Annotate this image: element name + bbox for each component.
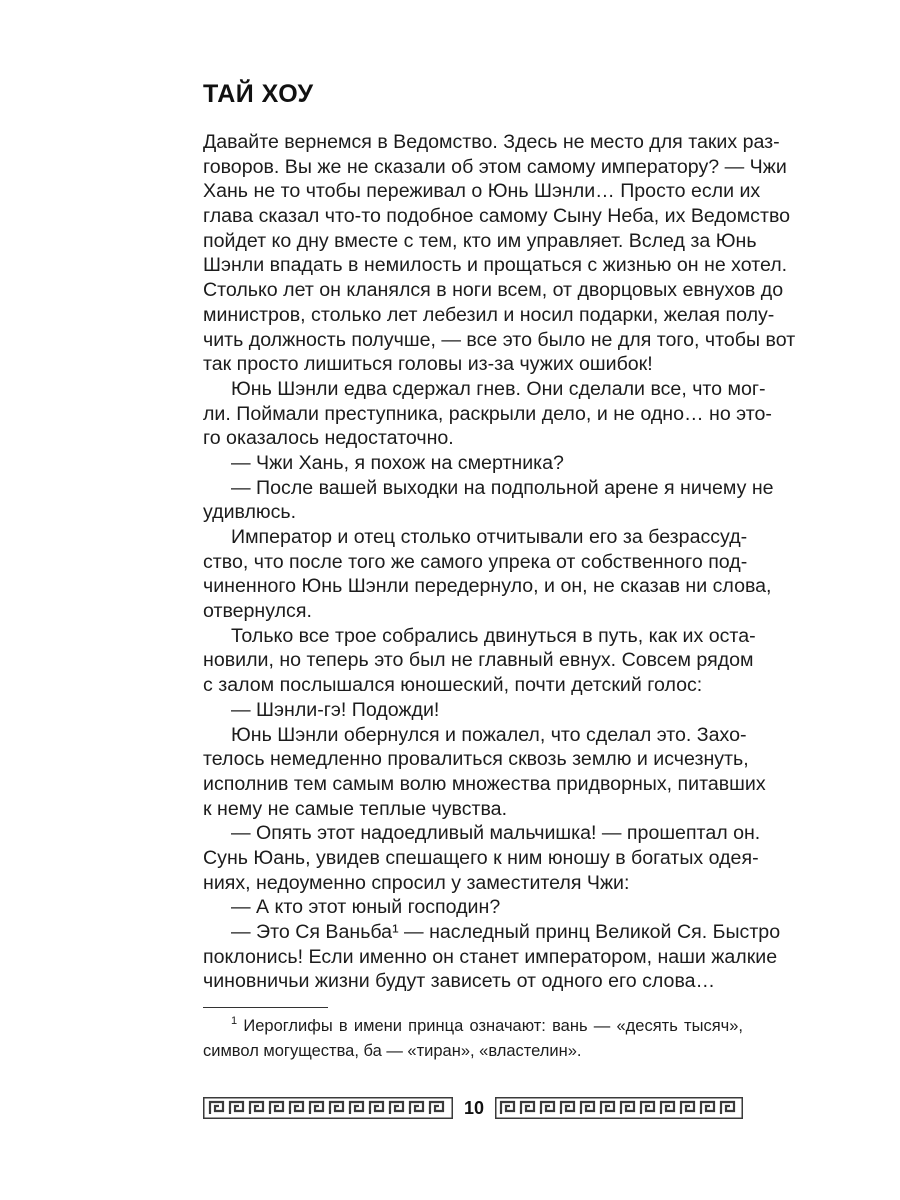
- text-line: к нему не самые теплые чувства.: [203, 797, 508, 820]
- text-line: телось немедленно провалиться сквозь землю и исчезнуть,: [203, 748, 749, 771]
- text-line: поклонись! Если именно он станет императором, наши жалкие: [203, 945, 778, 968]
- text-line: с залом послышался юношеский, почти детский голос:: [203, 674, 703, 697]
- text-line: Столько лет он кланялся в ноги всем, от дворцовых евнухов до: [203, 279, 784, 302]
- text-line: пойдет ко дну вместе с тем, кто им управляет. Вслед за Юнь: [203, 229, 757, 252]
- page-number: 10: [463, 1098, 485, 1118]
- dialogue-line: — Это Ся Ваньба¹ — наследный принц Великой Ся. Быстро: [231, 921, 781, 943]
- dialogue-line: — А кто этот юный господин?: [231, 896, 501, 919]
- text-line: глава сказал что-то подобное самому Сыну Неба, их Ведомство: [203, 205, 791, 228]
- running-head: ТАЙ ХОУ: [203, 80, 314, 108]
- greek-key-ornament-left: [203, 1097, 453, 1119]
- main-text: [203, 130, 796, 994]
- footnote-divider: [203, 1007, 328, 1008]
- text-line: Юнь Шэнли обернулся и пожалел, что сделал это. Захо-: [231, 723, 747, 746]
- text-line: Император и отец столько отчитывали его за безрассуд-: [231, 526, 748, 548]
- dialogue-line: — Опять этот надоедливый мальчишка! — прошептал он.: [231, 822, 761, 845]
- footnote-line: символ могущества, ба — «тиран», «властелин».: [203, 1042, 582, 1060]
- text-line: новили, но теперь это был не главный евнух. Совсем рядом: [203, 649, 754, 672]
- text-line: ли. Поймали преступника, раскрыли дело, и не одно… но это-: [203, 402, 772, 425]
- text-line: ство, что после того же самого упрека от собственного под-: [203, 550, 748, 573]
- footnote-text: Иероглифы в имени принца означают: вань — «десять тысяч»,: [243, 1017, 743, 1035]
- text-line: исполнив тем самым волю множества придворных, питавших: [203, 772, 766, 795]
- text-line: Юнь Шэнли едва сдержал гнев. Они сделали все, что мог-: [231, 377, 766, 400]
- text-line: Хань не то чтобы переживал о Юнь Шэнли… Просто если их: [203, 180, 761, 203]
- text-line: говоров. Вы же не сказали об этом самому императору? — Чжи: [203, 155, 787, 178]
- text-line: ниях, недоуменно спросил у заместителя Чжи:: [203, 871, 630, 894]
- page-footer: [203, 1097, 743, 1119]
- footnote-marker: 1: [231, 1015, 238, 1027]
- text-line: Шэнли впадать в немилость и прощаться с жизнью он не хотел.: [203, 254, 788, 277]
- text-line: чить должность получше, — все это было не для того, чтобы вот: [203, 328, 796, 351]
- text-line: удивлюсь.: [203, 501, 297, 524]
- text-line: министров, столько лет лебезил и носил подарки, желая полу-: [203, 303, 775, 326]
- dialogue-line: — Чжи Хань, я похож на смертника?: [231, 451, 564, 474]
- text-line: отвернулся.: [203, 600, 312, 623]
- text-line: Сунь Юань, увидев спешащего к ним юношу в богатых одея-: [203, 846, 759, 869]
- text-line: го оказалось недостаточно.: [203, 427, 454, 450]
- footnote-line: [203, 1014, 743, 1039]
- text-line: чиновничьи жизни будут зависеть от одного его слова…: [203, 970, 716, 993]
- text-line: Только все трое собрались двинуться в путь, как их оста-: [231, 624, 756, 647]
- text-line: чиненного Юнь Шэнли передернуло, и он, не сказав ни слова,: [203, 575, 772, 598]
- footnote: [203, 1014, 743, 1064]
- greek-key-ornament-right: [495, 1097, 743, 1119]
- text-line: Давайте вернемся в Ведомство. Здесь не место для таких раз-: [203, 131, 780, 153]
- dialogue-line: — После вашей выходки на подпольной арене я ничему не: [231, 476, 774, 499]
- text-line: так просто лишиться головы из-за чужих ошибок!: [203, 353, 653, 376]
- dialogue-line: — Шэнли-гэ! Подожди!: [231, 698, 440, 721]
